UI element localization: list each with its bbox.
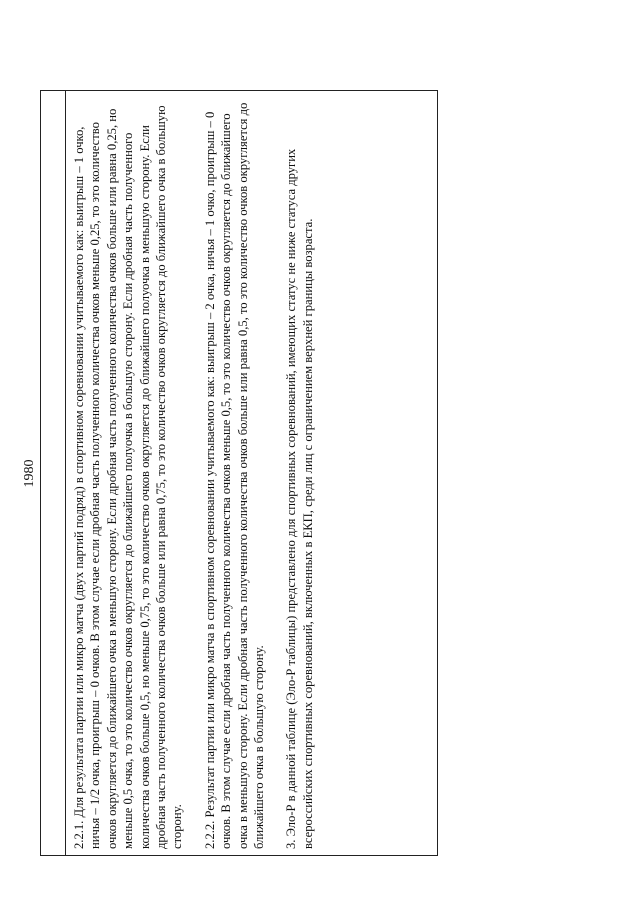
table-left-column: [41, 91, 66, 855]
paragraph-3: 3. Эло-Р в данной таблице (Эло-Р таблицы) представлено для спортивных соревнований, имеющих статус не ниже статуса других всероссийских спортивных соревнований, включенных в ЕКП, среди лиц с ограничением верхней границы возраста.: [284, 148, 315, 849]
table-right-column: [65, 91, 437, 855]
page-number: 1980: [22, 459, 37, 488]
page-frame: [20, 81, 462, 866]
paragraph-2-2-1: 2.2.1. Для результата партии или микро матча (двух партий подряд) в спортивном соревновании учитываемого как: выигрыш – 1 очко, ничья – 1/2 очка, проигрыш – 0 очков. В этом случае если дробная часть полученного количества очков меньше 0,25, то это количество очков округляется до ближайшего очка в меньшую сторону. Если дробная часть полученного количества очков больше или равна 0,25, но меньше 0,5 очка, то это количество очков округляется до ближайшего полуочка в большую сторону. Если дробная часть полученного количества очков больше 0,5, но меньше 0,75, то это количество очков округляется до ближайшего полуочка в меньшую сторону. Если дробная часть полученного количества очков больше или равна 0,75, то это количество очков округляется до ближайшего очка в большую сторону.: [72, 105, 185, 849]
table: [40, 90, 438, 856]
paragraph-2-2-2: 2.2.2. Результат партии или микро матча в спортивном соревновании учитываемого как: выигрыш – 2 очка, ничья – 1 очко, проигрыш – 0 очков. В этом случае если дробная часть полученного количества очков меньше 0,5, то это количество очков округляется до ближайшего очка в меньшую сторону. Если дробная часть полученного количества очков больше или равна 0,5, то это количество очков округляется до ближайшего очка в большую сторону.: [202, 102, 267, 849]
rotated-page: [20, 81, 462, 866]
